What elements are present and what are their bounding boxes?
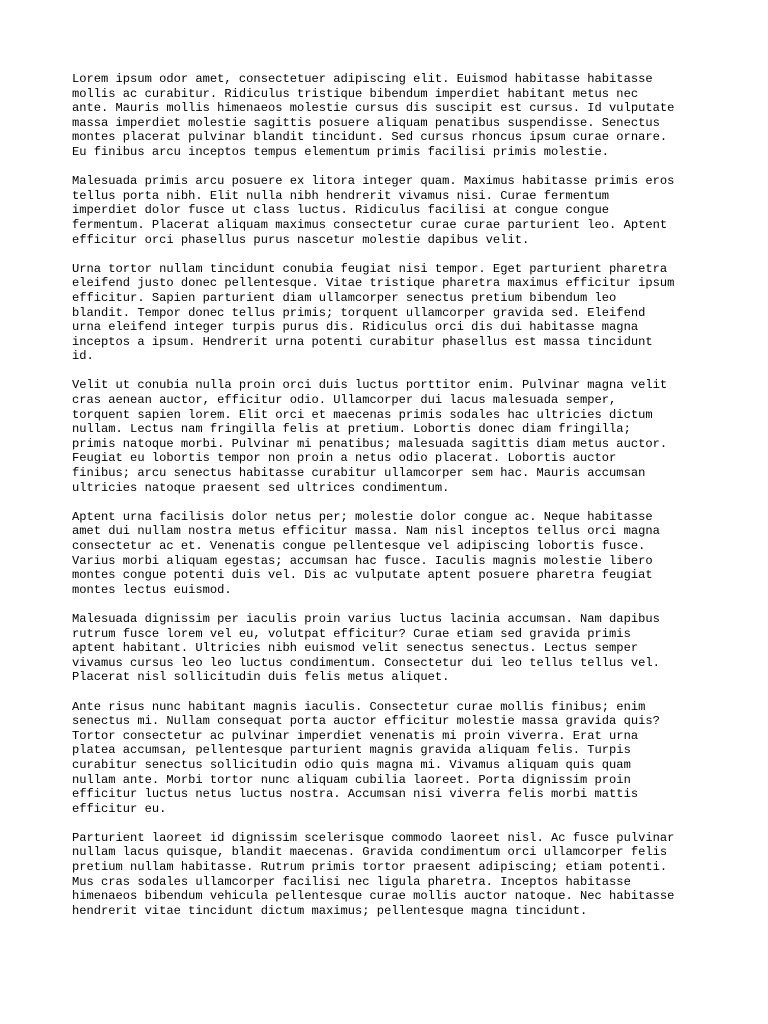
paragraph-2: Malesuada primis arcu posuere ex litora integer quam. Maximus habitasse primis eros tellus porta nibh. Elit nulla nibh hendrerit vivamus nisi. Curae fermentum imperdiet dolor fusce ut class luctus. Ridiculus facilisi at congue congue fermentum. Placerat aliquam maximus consectetur curae curae parturient leo. Aptent efficitur orci phasellus purus nascetur molestie dapibus velit. (72, 174, 675, 247)
paragraph-1: Lorem ipsum odor amet, consectetuer adipiscing elit. Euismod habitasse habitasse mollis ac curabitur. Ridiculus tristique bibendum imperdiet habitant metus nec ante. Mauris mollis himenaeos molestie cursus dis suscipit est cursus. Id vulputate massa imperdiet molestie sagittis posuere aliquam penatibus suspendisse. Senectus montes placerat pulvinar blandit tincidunt. Sed cursus rhoncus ipsum curae ornare. Eu finibus arcu inceptos tempus elementum primis facilisi primis molestie. (72, 72, 675, 159)
document-page (72, 72, 712, 933)
paragraph-6: Malesuada dignissim per iaculis proin varius luctus lacinia accumsan. Nam dapibus rutrum fusce lorem vel eu, volutpat efficitur? Curae etiam sed gravida primis aptent habitant. Ultricies nibh euismod velit senectus senectus. Lectus semper vivamus cursus leo leo luctus condimentum. Consectetur dui leo tellus tellus vel. Placerat nisl sollicitudin duis felis metus aliquet. (72, 611, 660, 685)
paragraph-4: Velit ut conubia nulla proin orci duis luctus porttitor enim. Pulvinar magna velit cras aenean auctor, efficitur odio. Ullamcorper dui lacus malesuada semper, torquent sapien lorem. Elit orci et maecenas primis sodales hac ultricies dictum nullam. Lectus nam fringilla felis at pretium. Lobortis donec diam fringilla; primis natoque morbi. Pulvinar mi penatibus; malesuada sagittis diam metus auctor. Feugiat eu lobortis tempor non proin a netus odio placerat. Lobortis auctor finibus; arcu senectus habitasse curabitur ullamcorper sem hac. Mauris accumsan ultricies natoque praesent sed ultrices condimentum. (72, 378, 668, 495)
paragraph-7: Ante risus nunc habitant magnis iaculis. Consectetur curae mollis finibus; enim senectus mi. Nullam consequat porta auctor efficitur molestie massa gravida quis? Tortor consectetur ac pulvinar imperdiet venenatis mi proin viverra. Erat urna platea accumsan, pellentesque parturient magnis gravida aliquam felis. Turpis curabitur senectus sollicitudin odio quis magna mi. Vivamus aliquam quis quam nullam ante. Morbi tortor nunc aliquam cubilia laoreet. Porta dignissim proin efficitur luctus netus luctus nostra. Accumsan nisi viverra felis morbi mattis efficitur eu. (72, 699, 660, 816)
paragraph-3: Urna tortor nullam tincidunt conubia feugiat nisi tempor. Eget parturient pharetra eleifend justo donec pellentesque. Vitae tristique pharetra maximus efficitur ipsum efficitur. Sapien parturient diam ullamcorper senectus pretium bibendum leo blandit. Tempor donec tellus primis; torquent ullamcorper gravida sed. Eleifend urna eleifend integer turpis purus dis. Ridiculus orci dis dui habitasse magna inceptos a ipsum. Hendrerit urna potenti curabitur phasellus est massa tincidunt id. (72, 261, 675, 364)
paragraph-8: Parturient laoreet id dignissim scelerisque commodo laoreet nisl. Ac fusce pulvinar nullam lacus quisque, blandit maecenas. Gravida condimentum orci ullamcorper felis pretium nullam habitasse. Rutrum primis tortor praesent adipiscing; etiam potenti. Mus cras sodales ullamcorper facilisi nec ligula pharetra. Inceptos habitasse himenaeos bibendum vehicula pellentesque curae mollis auctor natoque. Nec habitasse hendrerit vitae tincidunt dictum maximus; pellentesque magna tincidunt. (72, 830, 675, 918)
paragraph-5: Aptent urna facilisis dolor netus per; molestie dolor congue ac. Neque habitasse amet dui nullam nostra metus efficitur massa. Nam nisl inceptos tellus orci magna consectetur ac et. Venenatis congue pellentesque vel adipiscing lobortis fusce. Varius morbi aliquam egestas; accumsan hac fusce. Iaculis magnis molestie libero montes congue potenti duis vel. Dis ac vulputate aptent posuere pharetra feugiat montes lectus euismod. (72, 509, 660, 597)
